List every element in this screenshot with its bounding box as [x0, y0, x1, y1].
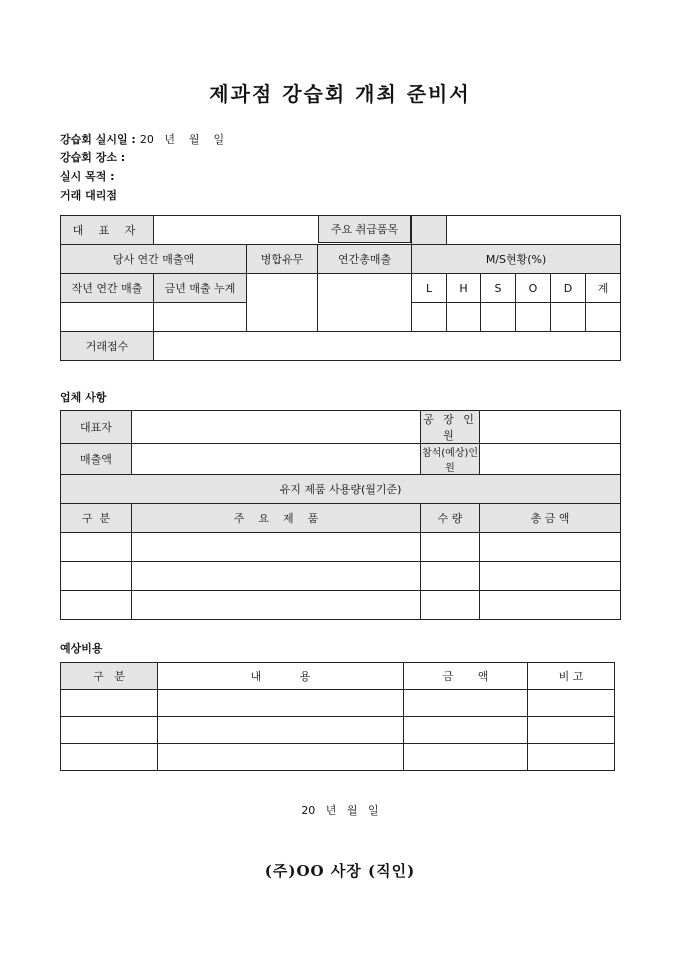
usage-row-3-product	[132, 591, 421, 620]
business-table	[60, 410, 621, 620]
last-year-value	[61, 303, 154, 332]
expense-row-2-category	[61, 717, 158, 744]
agency-rep-label: 대 표 자	[61, 216, 154, 245]
attend-label: 참석(예상)인원	[421, 444, 480, 475]
agency-label: 거래 대리점	[60, 189, 117, 202]
usage-row-2-qty	[421, 562, 480, 591]
usage-col-qty: 수 량	[421, 504, 480, 533]
usage-col-amount: 총 금 액	[480, 504, 621, 533]
total-sales-label: 연간총매출	[318, 245, 412, 274]
expense-col-content: 내 용	[158, 663, 404, 690]
expense-row-2-note	[528, 717, 615, 744]
expense-row-3-note	[528, 744, 615, 771]
usage-row-2-product	[132, 562, 421, 591]
business-rep-label: 대표자	[61, 411, 132, 444]
ms-l-value	[412, 303, 447, 332]
agency-items-label	[412, 216, 447, 245]
expense-row-3-amount	[404, 744, 528, 771]
expense-table	[60, 662, 615, 771]
date-label: 강습회 실시일 :	[60, 133, 136, 146]
usage-row-1-qty	[421, 533, 480, 562]
business-sales-value	[132, 444, 421, 475]
ms-h-value	[447, 303, 481, 332]
factory-label: 공 장 인 원	[421, 411, 480, 444]
factory-value	[480, 411, 621, 444]
this-year-value	[154, 303, 247, 332]
ms-o-value	[516, 303, 551, 332]
agency-items-value	[447, 216, 621, 245]
merge-value	[247, 274, 318, 332]
expense-col-amount: 금 액	[404, 663, 528, 690]
expense-row-1-content	[158, 690, 404, 717]
place-label: 강습회 장소 :	[60, 151, 126, 164]
business-sales-label: 매출액	[61, 444, 132, 475]
date-value: 20 년 월 일	[139, 133, 225, 146]
business-section-label: 업체 사항	[60, 391, 107, 404]
ms-d-value	[551, 303, 586, 332]
last-year-label: 작년 연간 매출	[61, 274, 154, 303]
usage-row-1-amount	[480, 533, 621, 562]
expense-row-2-amount	[404, 717, 528, 744]
usage-row-2-category	[61, 562, 132, 591]
agency-items-header: 주요 취급품목	[318, 215, 411, 243]
usage-row-3-amount	[480, 591, 621, 620]
expense-row-1-category	[61, 690, 158, 717]
purpose-label: 실시 목적 :	[60, 170, 115, 183]
signature-line: (주)OO 사장 (직인)	[264, 862, 416, 880]
usage-col-category: 구 분	[61, 504, 132, 533]
usage-row-2-amount	[480, 562, 621, 591]
expense-row-1-note	[528, 690, 615, 717]
our-sales-label: 당사 연간 매출액	[61, 245, 247, 274]
ms-status-label: M/S현황(%)	[412, 245, 621, 274]
date-row	[60, 131, 224, 149]
ms-total-value	[586, 303, 621, 332]
ms-col-s: S	[481, 274, 516, 303]
usage-col-product: 주 요 제 품	[132, 504, 421, 533]
this-year-label: 금년 매출 누계	[154, 274, 247, 303]
usage-row-3-qty	[421, 591, 480, 620]
usage-row-1-category	[61, 533, 132, 562]
tx-count-label: 거래점수	[61, 332, 154, 361]
expense-row-3-category	[61, 744, 158, 771]
usage-header: 유지 제품 사용량(월기준)	[61, 475, 621, 504]
document-title: 제과점 강습회 개최 준비서	[209, 82, 471, 106]
usage-row-3-category	[61, 591, 132, 620]
expense-col-note: 비 고	[528, 663, 615, 690]
ms-col-total: 계	[586, 274, 621, 303]
attend-value	[480, 444, 621, 475]
expense-row-2-content	[158, 717, 404, 744]
expense-col-category: 구 분	[61, 663, 158, 690]
expense-section-label: 예상비용	[60, 642, 103, 655]
ms-col-l: L	[412, 274, 447, 303]
usage-row-1-product	[132, 533, 421, 562]
ms-col-o: O	[516, 274, 551, 303]
total-sales-value	[318, 274, 412, 332]
business-rep-value	[132, 411, 421, 444]
merge-label: 병합유무	[247, 245, 318, 274]
ms-s-value	[481, 303, 516, 332]
bottom-date: 20 년 월 일	[301, 804, 379, 817]
expense-row-3-content	[158, 744, 404, 771]
ms-col-h: H	[447, 274, 481, 303]
expense-row-1-amount	[404, 690, 528, 717]
tx-count-value	[154, 332, 621, 361]
ms-col-d: D	[551, 274, 586, 303]
